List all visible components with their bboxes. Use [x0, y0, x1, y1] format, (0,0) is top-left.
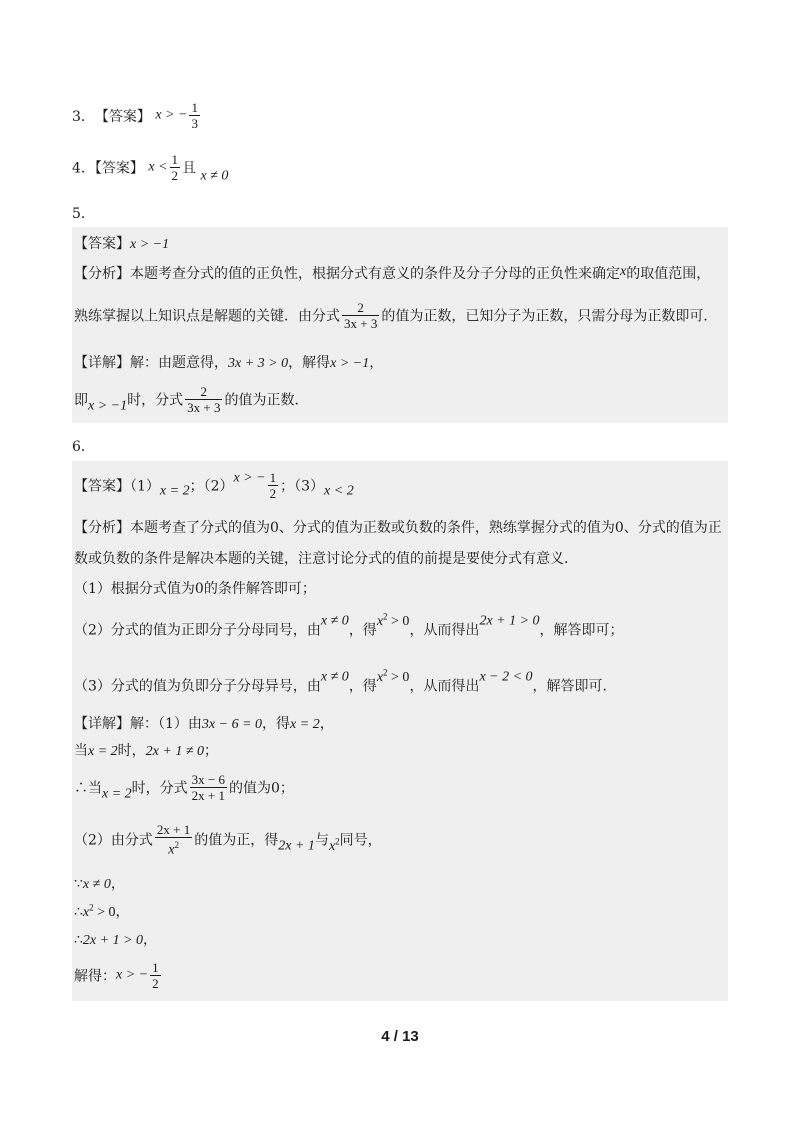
q6-analysis-line1: 【分析】本题考查了分式的值为0、分式的值为正数或负数的条件，熟练掌握分式的值为0、分式的值为正 [74, 520, 722, 536]
q5-detail-line1: 【详解】解：由题意得，3x + 3 > 0，解得x > −1， [74, 355, 384, 371]
q4-fraction: $\frac{1}{2}$ [171, 152, 179, 183]
q3-answer-label: 【答案】 [94, 108, 151, 125]
q4-answer: 4．【答案】 x < $\frac{1}{2}$ 且 x ≠ 0 [72, 152, 229, 184]
q6-detail-line8: 解得：x > − $\frac{1}{2}$ [74, 960, 159, 991]
q3-math: x > − [155, 107, 188, 123]
q5-fraction: $\frac{2}{3x + 3}$ [344, 300, 378, 331]
q6-answer: 【答案】（1）x = 2；（2）x > − $\frac{1}{2}$ ；（3）x < 2 [74, 470, 354, 501]
q6-number: 6． [72, 439, 95, 455]
q6-detail-line3: ∴当x = 2时，分式 $\frac{3x - 6}{2x + 1}$ 的值为0； [74, 772, 294, 803]
q3-fraction: $\frac{1}{3}$ [191, 100, 198, 131]
page-number: 4 / 13 [381, 1028, 419, 1045]
q6-hint-1: （1）根据分式值为0的条件解答即可； [74, 581, 316, 597]
q6-fraction-3: $\frac{1}{2}$ [152, 960, 159, 991]
q4-math-tail: x ≠ 0 [200, 168, 229, 184]
q4-answer-label: 【答案】 [94, 160, 144, 177]
q5-detail-line2: 即x > −1时，分式 $\frac{2}{3x + 3}$ 的值为正数． [74, 384, 309, 415]
q5-analysis-line1: 【分析】本题考查分式的值的正负性，根据分式有意义的条件及分子分母的正负性来确定x的取值范围， [74, 264, 711, 282]
q3-answer [72, 100, 202, 131]
q6-detail-line1: 【详解】解：（1）由3x − 6 = 0，得x = 2， [74, 716, 334, 732]
q6-hint-2: （2）分式的值为正即分子分母同号，由x ≠ 0，得$x^2 > 0$，从而得出2x + 1 > 0，解答即可； [74, 611, 624, 639]
q6-detail-line6: $\therefore x^2 > 0$， [74, 902, 130, 920]
q5-answer: 【答案】x > −1 [74, 236, 170, 252]
q4-math: x < [148, 159, 168, 175]
q6-detail-line5: ∵x ≠ 0， [74, 876, 125, 892]
q6-detail-line4: （2）由分式 $\frac{2x + 1}{x^2}$ 的值为正，得2x + 1与$x^2$同号， [74, 822, 382, 858]
q3-number: 3． [72, 108, 95, 125]
q5-analysis-line2: 熟练掌握以上知识点是解题的关键．由分式 $\frac{2}{3x + 3}$ 的值为正数，已知分子为正数，只需分母为正数即可． [74, 300, 718, 331]
q6-hint-3: （3）分式的值为负即分子分母异号，由x ≠ 0，得$x^2 > 0$，从而得出x − 2 < 0，解答即可． [74, 667, 617, 695]
q6-analysis-line2: 数或负数的条件是解决本题的关键，注意讨论分式的值的前提是要使分式有意义． [74, 551, 578, 567]
q6-fraction-1: $\frac{3x - 6}{2x + 1}$ [191, 772, 226, 803]
q6-detail-line2: 当x = 2时，2x + 1 ≠ 0； [74, 743, 219, 759]
q5-number: 5． [72, 206, 95, 222]
q4-number: 4． [72, 160, 95, 177]
q6-detail-line7: ∴2x + 1 > 0， [74, 932, 158, 948]
q6-fraction-2: $\frac{2x + 1}{x^2}$ [156, 822, 191, 858]
